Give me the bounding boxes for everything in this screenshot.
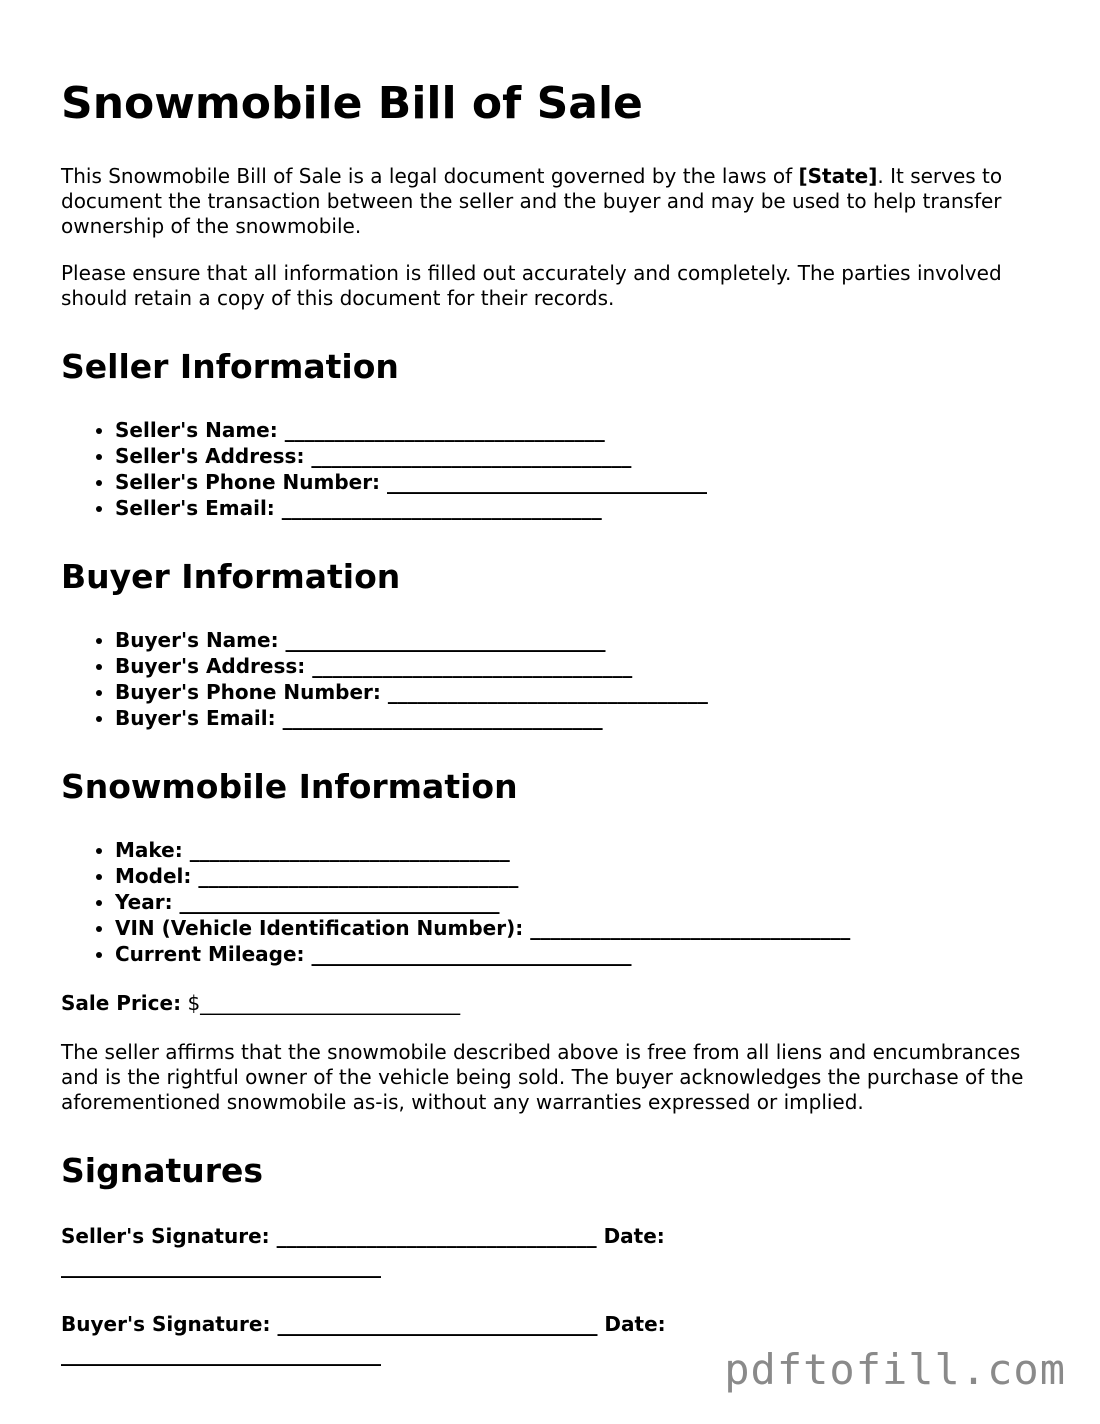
- vin-field[interactable]: • VIN (Vehicle Identification Number): ________________________________: [115, 915, 1051, 941]
- model-field[interactable]: • Model: ________________________________: [115, 863, 1051, 889]
- fill-line: ________________________________: [281, 496, 602, 520]
- buyer-name-field[interactable]: • Buyer's Name: ________________________________: [115, 627, 1051, 653]
- fill-line: ________________________________: [277, 1312, 598, 1336]
- document-page: [61, 76, 1051, 1397]
- snowmobile-fields-list: [61, 837, 1051, 967]
- fill-line: ________________________________: [311, 444, 632, 468]
- fill-line: ________________________________: [282, 706, 603, 730]
- fill-line: ________________________________: [387, 470, 708, 494]
- state-placeholder: [State]: [798, 164, 878, 188]
- watermark-logo: pdftofill.com: [724, 1345, 1066, 1394]
- seller-phone-field[interactable]: • Seller's Phone Number: ________________________________: [115, 469, 1051, 495]
- seller-date-blank: ________________________________: [61, 1254, 381, 1278]
- intro-text-1: This Snowmobile Bill of Sale is a legal document governed by the laws of: [61, 164, 799, 188]
- snowmobile-heading: Snowmobile Information: [61, 767, 518, 806]
- sale-price-blank: $__________________________: [187, 991, 461, 1015]
- buyer-address-field[interactable]: • Buyer's Address: ________________________________: [115, 653, 1051, 679]
- fill-line: ________________________________: [311, 942, 632, 966]
- fill-line: ________________________________: [387, 680, 708, 704]
- buyer-fields-list: [61, 627, 1051, 731]
- fill-line: ________________________________: [179, 890, 500, 914]
- seller-signature-line[interactable]: Seller's Signature: ________________________________ Date: ________________________________: [61, 1224, 665, 1278]
- instructions-paragraph: Please ensure that all information is filled out accurately and completely. The parties involved should retain a copy of this document for their records.: [61, 261, 1002, 310]
- make-field[interactable]: • Make: ________________________________: [115, 837, 1051, 863]
- intro-paragraph: [61, 164, 1051, 239]
- year-field[interactable]: • Year: ________________________________: [115, 889, 1051, 915]
- fill-line: ________________________________: [276, 1224, 597, 1248]
- buyer-date-label: Date:: [604, 1312, 666, 1336]
- seller-email-field[interactable]: • Seller's Email: ________________________________: [115, 495, 1051, 521]
- sale-price-label: Sale Price:: [61, 991, 182, 1015]
- buyer-signature-line[interactable]: Buyer's Signature: ________________________________ Date: ________________________________: [61, 1312, 666, 1366]
- buyer-heading: Buyer Information: [61, 557, 401, 596]
- fill-line: ________________________________: [198, 864, 519, 888]
- document-title: Snowmobile Bill of Sale: [61, 78, 643, 129]
- fill-line: ________________________________: [284, 418, 605, 442]
- seller-name-field[interactable]: • Seller's Name: ________________________________: [115, 417, 1051, 443]
- mileage-field[interactable]: • Current Mileage: ________________________________: [115, 941, 1051, 967]
- intro-text-2: . It serves to document the transaction between the seller and the buyer and may be used to help transfer ownership of the snowmobile.: [61, 164, 1003, 238]
- buyer-email-field[interactable]: • Buyer's Email: ________________________________: [115, 705, 1051, 731]
- seller-address-field[interactable]: • Seller's Address: ________________________________: [115, 443, 1051, 469]
- fill-line: ________________________________: [530, 916, 851, 940]
- seller-date-label: Date:: [603, 1224, 665, 1248]
- fill-line: ________________________________: [285, 628, 606, 652]
- buyer-phone-field[interactable]: • Buyer's Phone Number: ________________________________: [115, 679, 1051, 705]
- sale-price-field[interactable]: [61, 991, 1051, 1016]
- affirmation-paragraph: The seller affirms that the snowmobile described above is free from all liens and encumbrances and is the rightful owner of the vehicle being sold. The buyer acknowledges the purchase of the aforementioned snowmobile as-is, without any warranties expressed or implied.: [61, 1040, 1024, 1114]
- fill-line: ________________________________: [189, 838, 510, 862]
- seller-fields-list: [61, 417, 1051, 521]
- fill-line: ________________________________: [312, 654, 633, 678]
- seller-heading: Seller Information: [61, 347, 399, 386]
- buyer-date-blank: ________________________________: [61, 1342, 381, 1366]
- signatures-heading: Signatures: [61, 1151, 264, 1190]
